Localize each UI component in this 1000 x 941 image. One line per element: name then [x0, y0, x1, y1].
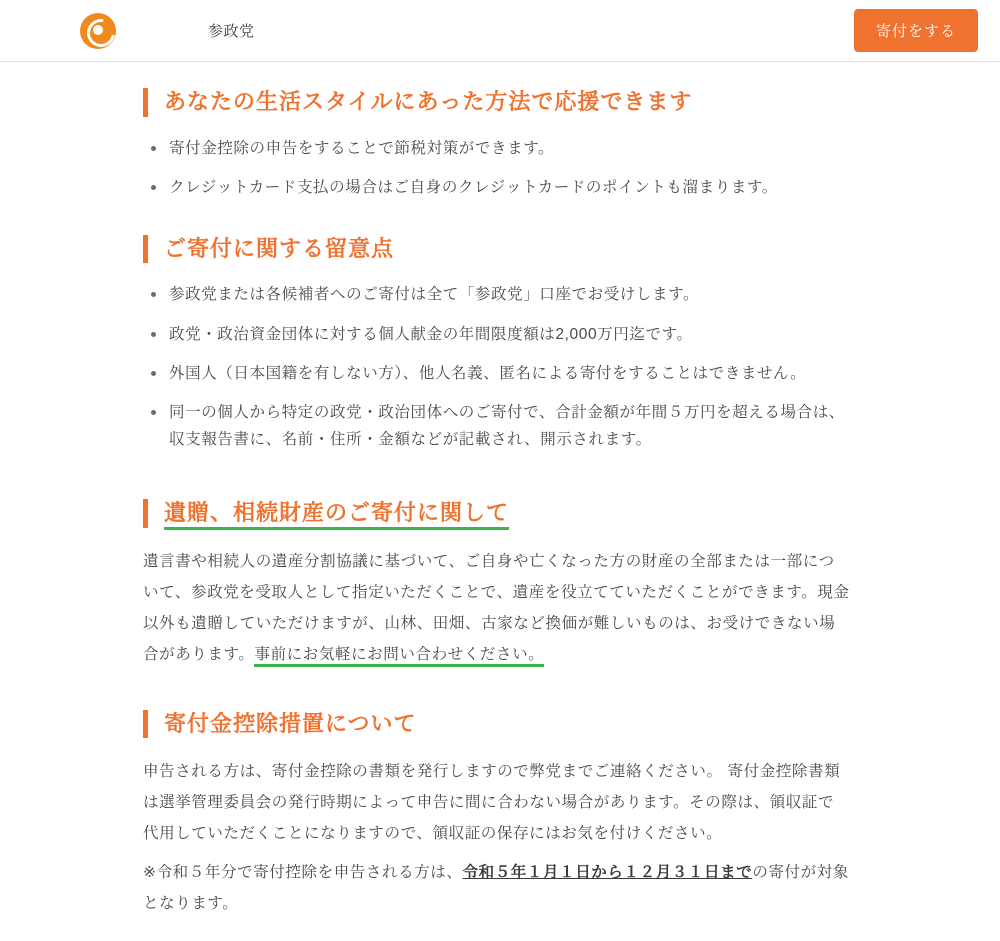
site-title: 参政党	[208, 23, 255, 40]
list-item: クレジットカード支払の場合はご自身のクレジットカードのポイントも溜まります。	[143, 174, 850, 201]
section-paragraph-1: 申告される方は、寄付金控除の書類を発行しますので弊党までご連絡ください。 寄付金控除書類は選挙管理委員会の発行時期によって申告に間に合わない場合があります。その際は、領収証で代用していただくことになりますので、領収証の保存にはお気を付けください。	[143, 763, 841, 843]
site-header	[0, 0, 1000, 62]
list-item: 外国人（日本国籍を有しない方）、他人名義、匿名による寄付をすることはできません。	[143, 360, 850, 387]
list-item: 同一の個人から特定の政党・政治団体へのご寄付で、合計金額が年間５万円を超える場合は、収支報告書に、名前・住所・金額などが記載され、開示されます。	[143, 399, 850, 453]
section-donation-notes	[143, 235, 850, 453]
section-heading: ご寄付に関する留意点	[143, 235, 850, 264]
paragraph-prefix-text: ※令和５年分で寄付控除を申告される方は、	[143, 864, 463, 882]
bullet-list	[143, 281, 850, 453]
section-heading: 寄付金控除措置について	[143, 710, 850, 739]
list-item: 寄付金控除の申告をすることで節税対策ができます。	[143, 135, 850, 162]
section-tax-deduction	[143, 710, 850, 920]
section-bequest-inheritance	[143, 499, 850, 670]
section-paragraph	[143, 546, 850, 670]
main-content	[0, 62, 1000, 919]
contact-inquiry-link[interactable]: 事前にお気軽にお問い合わせください。	[254, 646, 544, 667]
bullet-list	[143, 135, 850, 201]
section-heading	[143, 499, 850, 528]
paragraph-lead-text: 遺言書や相続人の遺産分割協議に基づいて、ご自身や亡くなった方の財産の全部または一部について、参政党を受取人として指定いただくことで、遺産を役立てていただくことができます。現金以外も遺贈していただけますが、山林、田畑、古家など換価が難しいものは、お受けできない場合があります。	[143, 552, 850, 663]
deduction-period-emphasis: 令和５年１月１日から１２月３１日まで	[462, 864, 753, 882]
section-heading-text: 遺贈、相続財産のご寄付に関して	[164, 500, 509, 530]
donate-button[interactable]: 寄付をする	[854, 9, 978, 52]
paragraph-suffix-text: の寄付が対象となります。	[143, 864, 849, 913]
section-heading: あなたの生活スタイルにあった方法で応援できます	[143, 88, 850, 117]
section-paragraph-2	[143, 857, 850, 919]
list-item: 参政党または各候補者へのご寄付は全て「参政党」口座でお受けします。	[143, 281, 850, 308]
party-globe-logo-icon[interactable]	[80, 13, 116, 49]
section-lifestyle-support	[143, 88, 850, 201]
list-item: 政党・政治資金団体に対する個人献金の年間限度額は2,000万円迄です。	[143, 321, 850, 348]
